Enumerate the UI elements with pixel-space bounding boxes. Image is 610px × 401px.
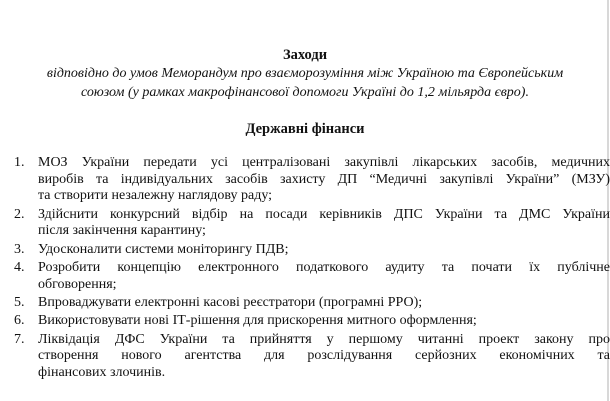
list-item-6 [0, 313, 610, 330]
list-item-5 [0, 295, 610, 312]
subtitle-line-1: відповідно до умов Меморандум про взаєморозуміння між Україною та Європейським [46, 66, 564, 81]
subtitle-line-2: союзом (у рамках макрофінансової допомоги Україні до 1,2 мільярда євро). [81, 85, 529, 100]
list-item-number: 5. [14, 294, 25, 310]
list-item-text-line: Удосконалити системи моніторингу ПДВ; [38, 241, 289, 257]
list-item-text-line: МОЗ України передати усі централізовані закупівлі лікарських засобів, медичних [38, 155, 610, 170]
list-item-3 [0, 242, 610, 259]
document-title: Заходи [282, 47, 328, 63]
list-item-text-line: та створити незалежну наглядову раду; [38, 188, 273, 204]
list-item-number: 6. [14, 313, 25, 329]
section-title: Державні фінанси [245, 121, 365, 137]
list-item-text-line: обговорення; [38, 276, 117, 292]
list-item-number: 1. [14, 155, 25, 170]
list-item-text-line: Ліквідація ДФС України та прийняття у першому читанні проект закону про [38, 331, 610, 347]
list-item-number: 2. [14, 206, 25, 222]
list-item-text-line: фінансових злочинів. [38, 364, 166, 380]
list-item-7 [0, 332, 610, 382]
list-item-number: 3. [14, 241, 25, 257]
list-item-text-line: Розробити концепцію електронного податкового аудиту та почати їх публічне [38, 259, 610, 275]
measures-list [0, 155, 610, 383]
list-item-text-line: виробів та індивідуальних засобів захисту ДП “Медичні закупівлі України” (МЗУ) [38, 171, 610, 187]
list-item-2 [0, 207, 610, 240]
list-item-number: 7. [14, 331, 25, 347]
list-item-text-line: після закінчення карантину; [38, 223, 206, 239]
list-item-text-line: Впроваджувати електронні касові реєстратори (програмні РРО); [38, 294, 423, 310]
list-item-number: 4. [14, 259, 25, 275]
list-item-4 [0, 260, 610, 293]
document-subtitle [0, 64, 610, 102]
list-item-text-line: Здійснити конкурсний відбір на посади керівників ДПС України та ДМС України [38, 206, 610, 222]
list-item-1 [0, 155, 610, 205]
list-item-text-line: створення нового агентства для розслідування серйозних економічних та [38, 348, 610, 364]
list-item-text-line: Використовувати нові ІТ-рішення для прискорення митного оформлення; [38, 313, 477, 329]
